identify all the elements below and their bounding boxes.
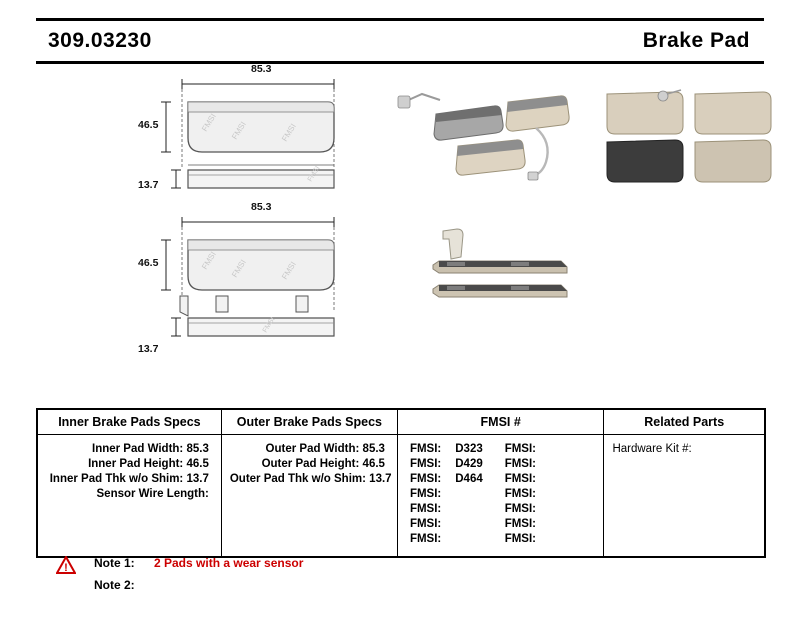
fmsi-code xyxy=(441,533,455,545)
fmsi-label: FMSI: xyxy=(409,457,442,470)
outer-pad-width-label: Outer Pad Width: xyxy=(265,442,360,455)
fmsi-row xyxy=(505,441,596,456)
related-parts-cell xyxy=(604,435,765,557)
inner-pad-thickness-value: 13.7 xyxy=(186,472,209,485)
svg-text:FMSI: FMSI xyxy=(261,316,277,335)
fmsi-row xyxy=(410,456,501,471)
outer-pad-thickness-value: 13.7 xyxy=(369,472,392,485)
inner-pad-thickness-dim: 13.7 xyxy=(138,179,159,191)
fmsi-row xyxy=(505,486,596,501)
inner-pad-thickness-row xyxy=(46,471,213,486)
note-row-1 xyxy=(56,552,656,574)
hardware-kit-label: Hardware Kit #: xyxy=(612,442,692,455)
fmsi-row xyxy=(410,516,501,531)
inner-pad-width-row xyxy=(46,441,213,456)
fmsi-label: FMSI: xyxy=(504,517,536,530)
fmsi-label: FMSI: xyxy=(409,502,442,515)
note-2-label: Note 2: xyxy=(94,578,135,592)
fmsi-code xyxy=(441,488,455,500)
fmsi-label: FMSI: xyxy=(409,442,442,455)
fmsi-row xyxy=(410,501,501,516)
fmsi-row xyxy=(505,456,596,471)
fmsi-code xyxy=(536,488,550,500)
fmsi-row xyxy=(505,471,596,486)
sensor-wire-length-label: Sensor Wire Length: xyxy=(96,487,209,500)
fmsi-row xyxy=(410,441,501,456)
fmsi-label: FMSI: xyxy=(504,457,536,470)
technical-drawings xyxy=(36,62,764,402)
fmsi-row xyxy=(505,531,596,546)
fmsi-label: FMSI: xyxy=(409,517,442,530)
hardware-kit-row xyxy=(612,441,756,456)
document-type-title: Brake Pad xyxy=(642,29,750,52)
outer-specs-cell xyxy=(221,435,397,557)
part-number: 309.03230 xyxy=(48,29,152,52)
inner-pad-height-value: 46.5 xyxy=(186,457,209,470)
brake-pad-set-photo xyxy=(396,84,596,194)
sensor-wire-length-row xyxy=(46,486,213,501)
warning-icon xyxy=(56,556,76,574)
fmsi-code xyxy=(536,458,550,470)
fmsi-label: FMSI: xyxy=(504,532,536,545)
fmsi-cell xyxy=(397,435,604,557)
outer-pad-height-dim: 46.5 xyxy=(138,257,159,269)
outer-pad-height-value: 46.5 xyxy=(362,457,385,470)
fmsi-code: D464 xyxy=(455,472,483,485)
col-header-inner-specs: Inner Brake Pads Specs xyxy=(38,410,222,435)
inner-pad-thickness-label: Inner Pad Thk w/o Shim: xyxy=(49,472,184,485)
col-header-fmsi: FMSI # xyxy=(397,410,604,435)
brake-pad-grid-photo xyxy=(601,84,781,194)
col-header-related-parts: Related Parts xyxy=(604,410,765,435)
fmsi-label: FMSI: xyxy=(409,532,442,545)
fmsi-row xyxy=(505,501,596,516)
inner-specs-cell xyxy=(38,435,222,557)
note-1-label: Note 1: xyxy=(94,556,135,570)
inner-pad-width-value: 85.3 xyxy=(186,442,209,455)
fmsi-code: D323 xyxy=(455,442,483,455)
inner-pad-width-label: Inner Pad Width: xyxy=(92,442,184,455)
fmsi-code xyxy=(441,518,455,530)
fmsi-code xyxy=(536,518,550,530)
notes-section xyxy=(56,552,656,596)
inner-pad-width-dim: 85.3 xyxy=(251,63,272,75)
fmsi-column-right xyxy=(501,441,596,546)
fmsi-label: FMSI: xyxy=(409,472,442,485)
svg-text:FMSI: FMSI xyxy=(200,250,218,272)
document-header xyxy=(36,18,764,64)
svg-text:FMSI: FMSI xyxy=(230,258,248,280)
svg-text:!: ! xyxy=(64,562,68,574)
fmsi-code xyxy=(536,443,550,455)
svg-text:FMSI: FMSI xyxy=(230,120,248,142)
inner-pad-height-dim: 46.5 xyxy=(138,119,159,131)
fmsi-code xyxy=(441,503,455,515)
fmsi-code xyxy=(536,503,550,515)
outer-pad-height-label: Outer Pad Height: xyxy=(261,457,360,470)
outer-pad-height-row xyxy=(230,456,389,471)
note-row-2 xyxy=(56,574,656,596)
fmsi-label: FMSI: xyxy=(504,472,536,485)
fmsi-label: FMSI: xyxy=(504,487,536,500)
inner-pad-height-label: Inner Pad Height: xyxy=(88,457,184,470)
outer-pad-thickness-row xyxy=(229,471,392,486)
brake-pad-side-photo xyxy=(391,227,591,317)
fmsi-row xyxy=(505,516,596,531)
fmsi-row xyxy=(410,471,501,486)
col-header-outer-specs: Outer Brake Pads Specs xyxy=(221,410,397,435)
svg-text:FMSI: FMSI xyxy=(280,260,298,282)
fmsi-label: FMSI: xyxy=(504,502,536,515)
fmsi-label: FMSI: xyxy=(409,487,442,500)
outer-pad-width-dim: 85.3 xyxy=(251,201,272,213)
fmsi-code xyxy=(536,473,550,485)
fmsi-code xyxy=(536,533,550,545)
fmsi-label: FMSI: xyxy=(504,442,536,455)
outer-pad-thickness-dim: 13.7 xyxy=(138,343,159,355)
svg-text:FMSI: FMSI xyxy=(280,122,298,144)
outer-pad-width-value: 85.3 xyxy=(362,442,385,455)
svg-text:FMSI: FMSI xyxy=(306,165,322,184)
fmsi-column-left xyxy=(406,441,501,546)
note-1-text: 2 Pads with a wear sensor xyxy=(154,556,304,570)
fmsi-row xyxy=(410,531,501,546)
inner-pad-height-row xyxy=(46,456,213,471)
fmsi-code: D429 xyxy=(455,457,483,470)
fmsi-row xyxy=(410,486,501,501)
specifications-table xyxy=(36,408,766,558)
outer-pad-width-row xyxy=(230,441,389,456)
svg-text:FMSI: FMSI xyxy=(200,112,218,134)
outer-pad-thickness-label: Outer Pad Thk w/o Shim: xyxy=(229,472,366,485)
